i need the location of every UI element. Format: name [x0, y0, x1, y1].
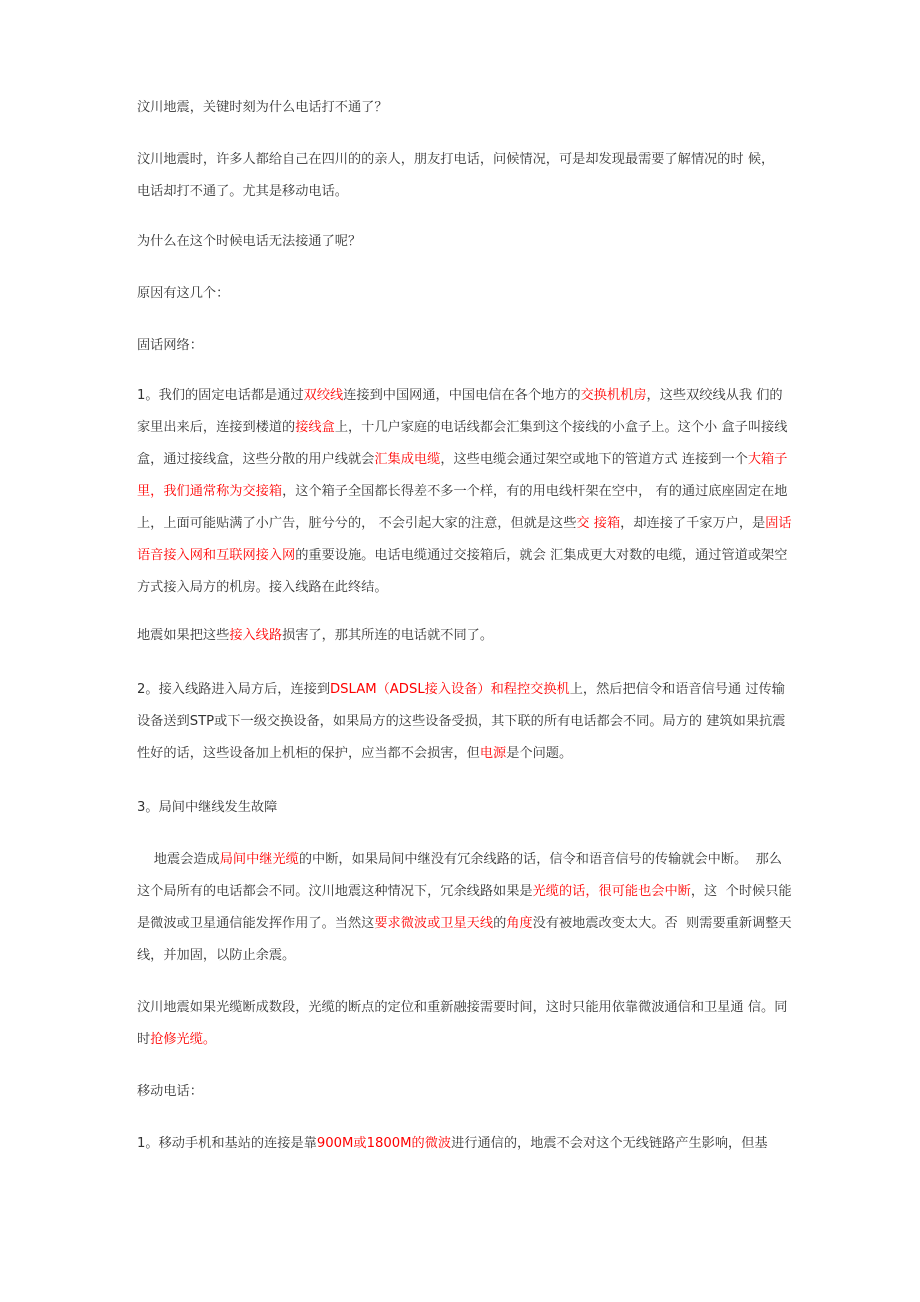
cable-paragraph — [137, 992, 792, 1056]
highlight-run: 接入线路 — [229, 628, 283, 643]
highlight-run: 900M或1800M的微波 — [316, 1136, 452, 1151]
text-run: 没有被地震改变太大。否 则需要重新调整天线，并加固，以防止余震。 — [137, 916, 792, 963]
text-run: 的 — [493, 916, 507, 931]
reasons-paragraph: 原因有这几个： — [137, 286, 230, 301]
highlight-run: 局间中继光缆 — [219, 852, 299, 867]
fixed-item-2-paragraph — [137, 674, 792, 770]
text-run: ，这 个时候只能是微波或卫星通信能发挥作用了。当然这 — [137, 884, 792, 931]
mobile-heading: 移动电话： — [137, 1084, 203, 1099]
document-title: 汶川地震，关键时刻为什么电话打不通了？ — [137, 100, 388, 115]
text-run: 的中断，如果局间中继没有冗余线路的话，信令和语音信号的传输就会中断。 那么这个局所有的电话都会不同。汶川地震这种情况下，冗余线路如果是 — [137, 852, 782, 899]
text-run: 损害了，那其所连的电话就不同了。 — [282, 628, 494, 643]
text-run: ，却连接了千家万户，是 — [620, 516, 766, 531]
highlight-run: 要求微波或卫星天线 — [374, 916, 494, 931]
highlight-run: 大箱子里，我们通常称为交接箱 — [137, 452, 788, 499]
highlight-run: 汇集成电缆 — [374, 452, 441, 467]
intro-line-2: 电话却打不通了。尤其是移动电话。 — [137, 184, 348, 199]
fixed-network-heading: 固话网络： — [137, 338, 203, 353]
text-run: ，这个箱子全国都长得差不多一个样，有的用电线杆架在空中， 有的通过底座固定在地上，上面可能贴满了小广告，脏兮兮的， 不会引起大家的注意，但就是这些 — [137, 484, 788, 531]
text-run: 上，十几户家庭的电话线都会汇集到这个接线的小盒子上。这个小 盒子叫接线盒，通过接线盒，这些分散的用户线就会 — [137, 420, 788, 467]
text-run: 1。移动手机和基站的连接是靠 — [137, 1136, 317, 1151]
highlight-run: 电源 — [479, 746, 507, 761]
text-run: 1。我们的固定电话都是通过 — [137, 388, 304, 403]
highlight-run: 双绞线 — [303, 388, 344, 403]
text-run: 的重要设施。电话电缆通过交接箱后，就会 汇集成更大对数的电缆，通过管道或架空方式接入局方的机房。接入线路在此终结。 — [137, 548, 788, 595]
text-run: 连接到中国网通，中国电信在各个地方的 — [343, 388, 581, 403]
highlight-run: 光缆的话，很可能也会中断 — [532, 884, 691, 899]
highlight-run: 接线盒 — [295, 420, 335, 435]
damage-paragraph — [137, 620, 792, 652]
item-3-heading: 3。局间中继线发生故障 — [137, 800, 278, 815]
text-run: 地震如果把这些 — [137, 628, 230, 643]
highlight-run: 交换机机房 — [580, 388, 647, 403]
text-run: 上，然后把信令和语音信号通 过传输设备送到STP或下一级交换设备，如果局方的这些设备受损，其下联的所有电话都会不同。局方的 建筑如果抗震性好的话，这些设备加上机柜的保护，应当都不会损害，但 — [137, 682, 786, 761]
text-run: 2。接入线路进入局方后，连接到 — [137, 682, 331, 697]
highlight-run: 角度 — [506, 916, 533, 931]
text-run: ，这些电缆会通过架空或地下的管道方式 连接到一个 — [440, 452, 748, 467]
highlight-run: 抢修光缆。 — [150, 1032, 217, 1047]
highlight-run: DSLAM（ADSL接入设备）和程控交换机 — [330, 682, 570, 697]
text-run: 地震会造成 — [137, 852, 220, 867]
text-run: ，这些双绞线从我 们的家里出来后，连接到楼道的 — [137, 388, 783, 435]
text-run: 进行通信的，地震不会对这个无线链路产生影响，但基 — [451, 1136, 768, 1151]
question-paragraph: 为什么在这个时候电话无法接通了呢？ — [137, 234, 362, 249]
mobile-item-1-paragraph — [137, 1128, 792, 1160]
fixed-item-1-paragraph — [137, 380, 792, 604]
text-run: 汶川地震如果光缆断成数段，光缆的断点的定位和重新融接需要时间，这时只能用依靠微波通信和卫星通 信。同时 — [137, 1000, 788, 1047]
highlight-run: 交 接箱 — [576, 516, 621, 531]
fixed-item-3-paragraph — [137, 844, 792, 972]
text-run: 是个问题。 — [506, 746, 573, 761]
intro-line-1: 汶川地震时，许多人都给自己在四川的的亲人，朋友打电话，问候情况，可是却发现最需要了解情况的时 候， — [137, 152, 775, 167]
highlight-run: 固话语音接入网和互联网接入网 — [137, 516, 792, 563]
intro-paragraph — [137, 144, 792, 208]
